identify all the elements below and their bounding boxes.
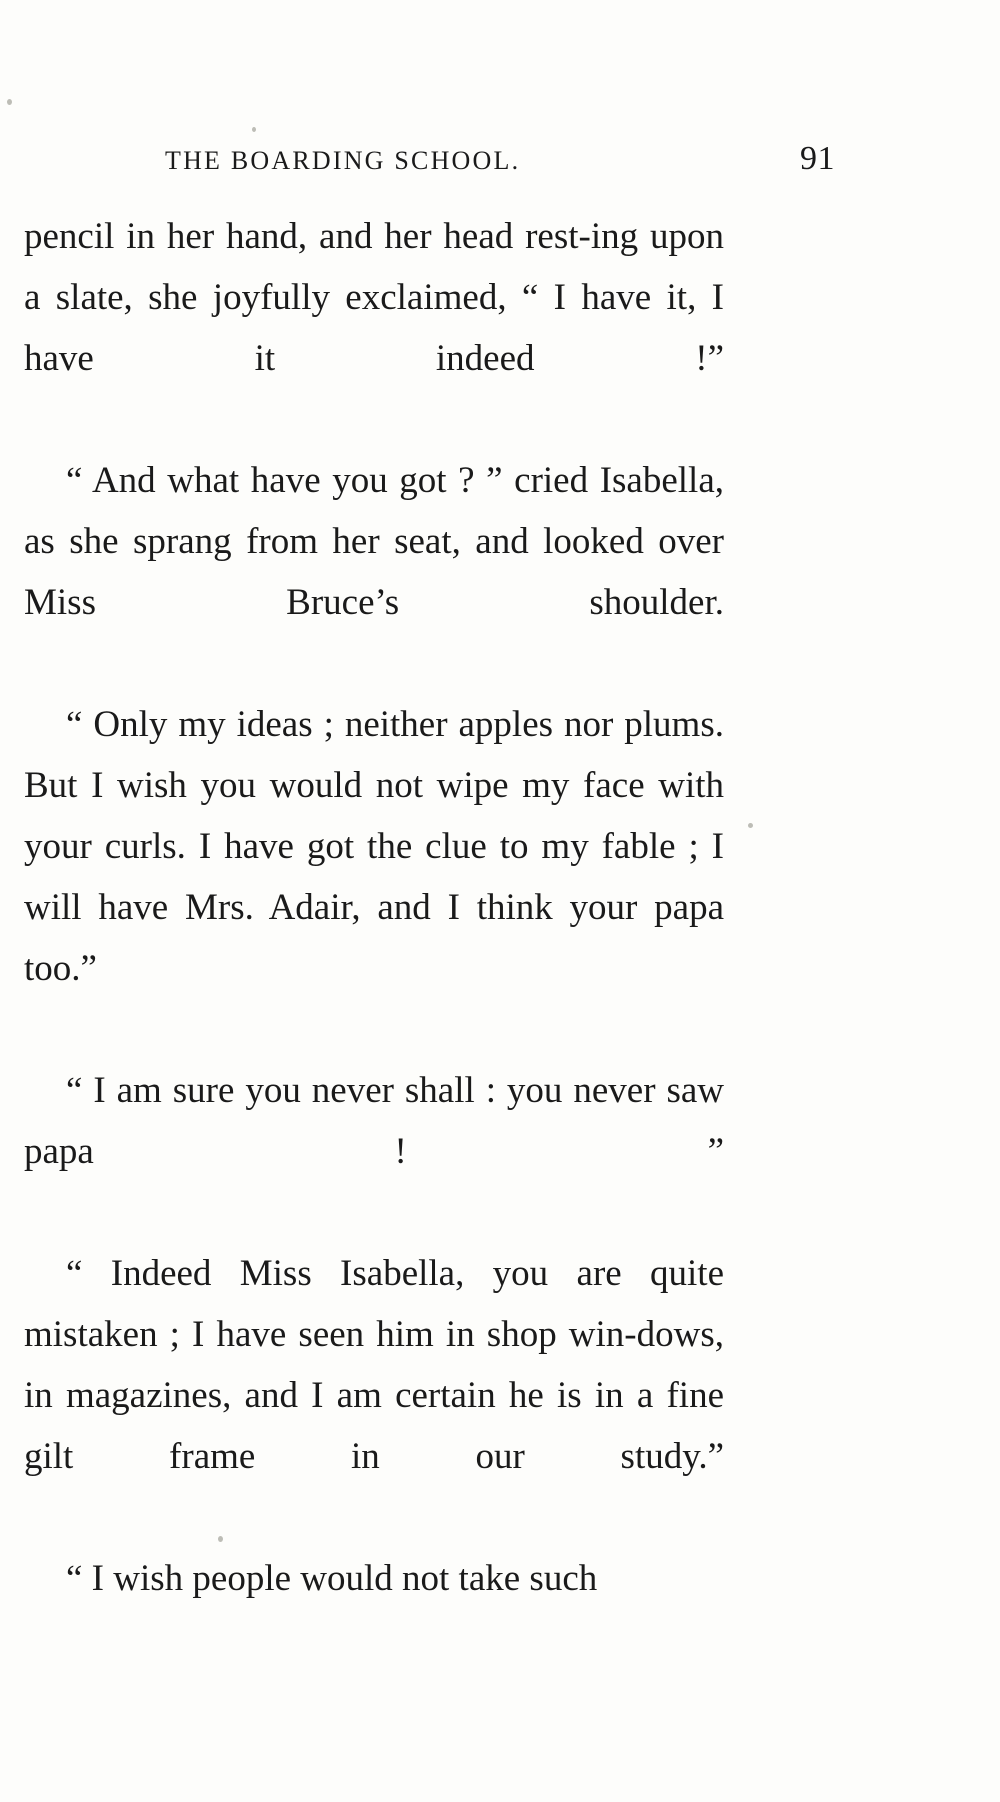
page-number: 91: [800, 140, 835, 177]
scan-speck: [7, 99, 12, 105]
paragraph: “ Only my ideas ; neither apples nor plums. But I wish you would not wipe my face with your curls. I have got the clue to my fable ; I will have Mrs. Adair, and I think your papa too.”: [24, 704, 724, 989]
page-body: [24, 206, 724, 1609]
scan-speck: [748, 823, 753, 828]
running-head: [165, 140, 835, 178]
running-head-title: THE BOARDING SCHOOL.: [165, 146, 521, 175]
paragraph: “ Indeed Miss Isabella, you are quite mistaken ; I have seen him in shop win-dows, in magazines, and I am certain he is in a fine gilt frame in our study.”: [24, 1253, 724, 1477]
paragraph: “ I am sure you never shall : you never saw papa ! ”: [24, 1070, 724, 1172]
paragraph: “ I wish people would not take such: [66, 1558, 598, 1599]
paragraph: “ And what have you got ? ” cried Isabella, as she sprang from her seat, and looked over Miss Bruce’s shoulder.: [24, 460, 724, 623]
paragraph: pencil in her hand, and her head rest-ing upon a slate, she joyfully exclaimed, “ I have it, I have it indeed !”: [24, 216, 724, 379]
scan-speck: [252, 127, 256, 132]
